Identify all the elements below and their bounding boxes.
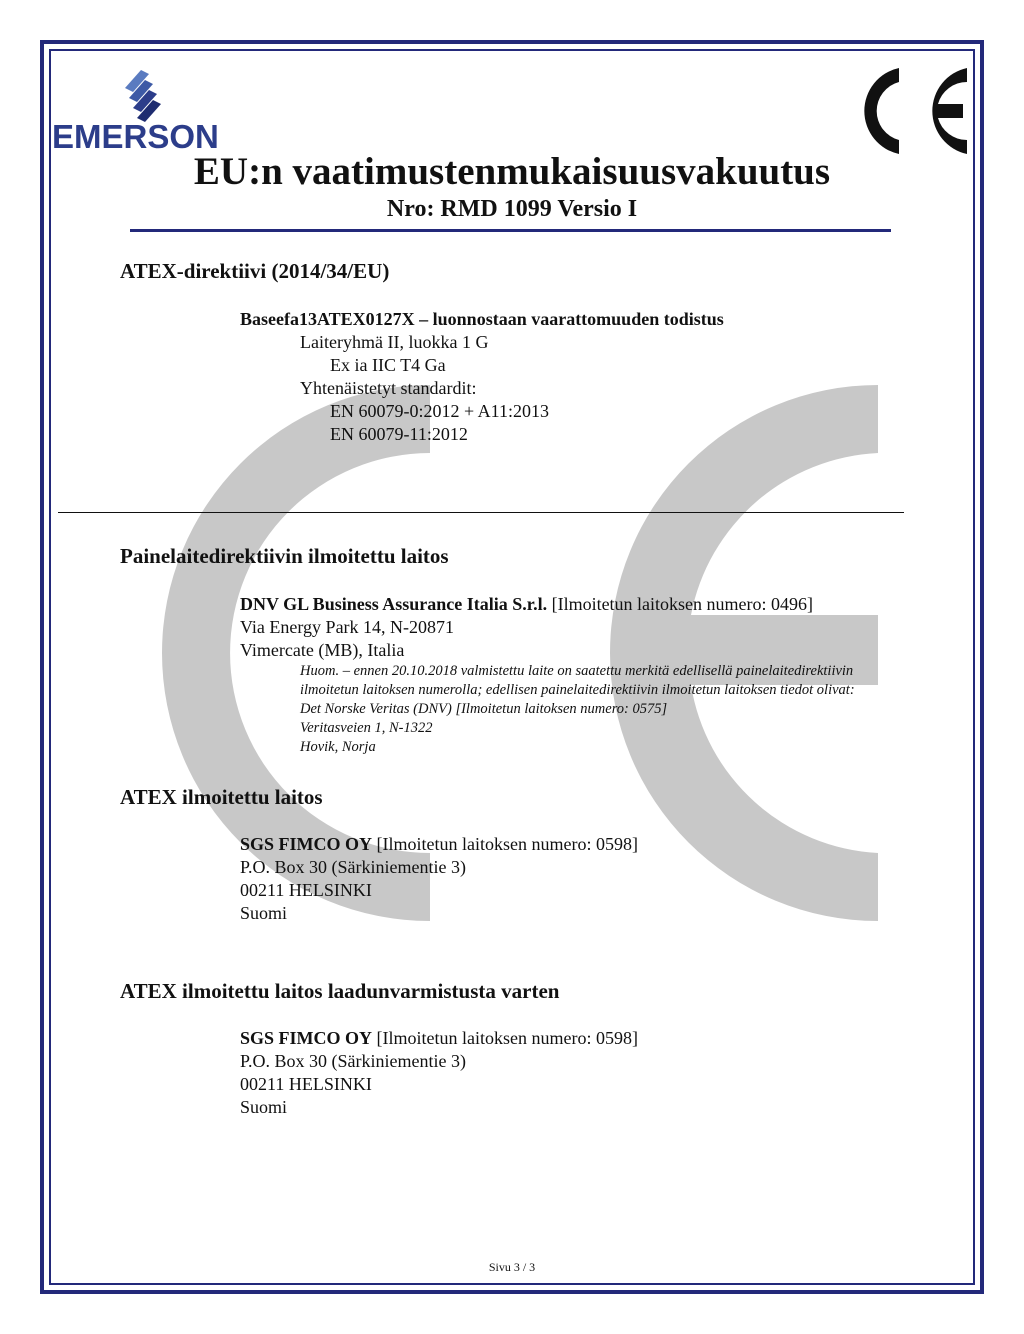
ped-body-name: DNV GL Business Assurance Italia S.r.l. [240,594,548,614]
ped-body-name-line [240,593,813,616]
emerson-logo-icon [121,68,163,124]
ped-body-city: Vimercate (MB), Italia [240,640,405,660]
title-divider [130,229,891,232]
emerson-logo-text: EMERSON [52,118,219,155]
ped-body-heading: Painelaitedirektiivin ilmoitettu laitos [120,544,449,568]
ce-mark-icon [843,66,969,156]
ped-note-line: Huom. – ennen 20.10.2018 valmistettu laite on saatettu merkitä edellisellä painelaitedirektiivin [300,663,854,679]
ex-marking: Ex ia IIC T4 Ga [330,355,446,375]
standard-item: EN 60079-0:2012 + A11:2013 [330,401,549,421]
document-number: Nro: RMD 1099 Versio I [386,196,638,222]
document-title: EU:n vaatimustenmukaisuusvakuutus [193,150,831,193]
atex-body-name-line [240,833,638,856]
atex-qa-body-number: [Ilmoitetun laitoksen numero: 0598] [372,1028,638,1048]
atex-qa-body-heading: ATEX ilmoitettu laitos laadunvarmistusta varten [120,979,560,1003]
atex-qa-body-address: P.O. Box 30 (Särkiniementie 3) [240,1051,466,1071]
atex-body-number: [Ilmoitetun laitoksen numero: 0598] [372,834,638,854]
ped-body-address: Via Energy Park 14, N-20871 [240,617,455,637]
ped-note-line: Hovik, Norja [300,739,376,755]
atex-body-country: Suomi [240,903,288,923]
atex-qa-body-name-line [240,1027,638,1050]
equipment-group: Laiteryhmä II, luokka 1 G [300,332,489,352]
atex-body-city: 00211 HELSINKI [240,880,372,900]
ped-note-line: Veritasveien 1, N-1322 [300,720,433,736]
ped-body-number: [Ilmoitetun laitoksen numero: 0496] [547,594,814,614]
atex-directive-heading: ATEX-direktiivi (2014/34/EU) [120,259,390,283]
certificate-line: Baseefa13ATEX0127X – luonnostaan vaarattomuuden todistus [240,309,724,329]
atex-qa-body-country: Suomi [240,1097,288,1117]
ped-note-line: Det Norske Veritas (DNV) [Ilmoitetun laitoksen numero: 0575] [300,701,668,717]
standard-item: EN 60079-11:2012 [330,424,468,444]
atex-qa-body-name: SGS FIMCO OY [240,1028,373,1048]
section-divider [58,512,904,513]
atex-body-address: P.O. Box 30 (Särkiniementie 3) [240,857,466,877]
ped-note-line: ilmoitetun laitoksen numerolla; edellisen painelaitedirektiivin ilmoitetun laitoksen tiedot olivat: [300,682,855,698]
atex-body-heading: ATEX ilmoitettu laitos [120,785,323,809]
page-number: Sivu 3 / 3 [488,1260,536,1274]
standards-label: Yhtenäistetyt standardit: [300,378,477,398]
atex-qa-body-city: 00211 HELSINKI [240,1074,372,1094]
atex-body-name: SGS FIMCO OY [240,834,373,854]
